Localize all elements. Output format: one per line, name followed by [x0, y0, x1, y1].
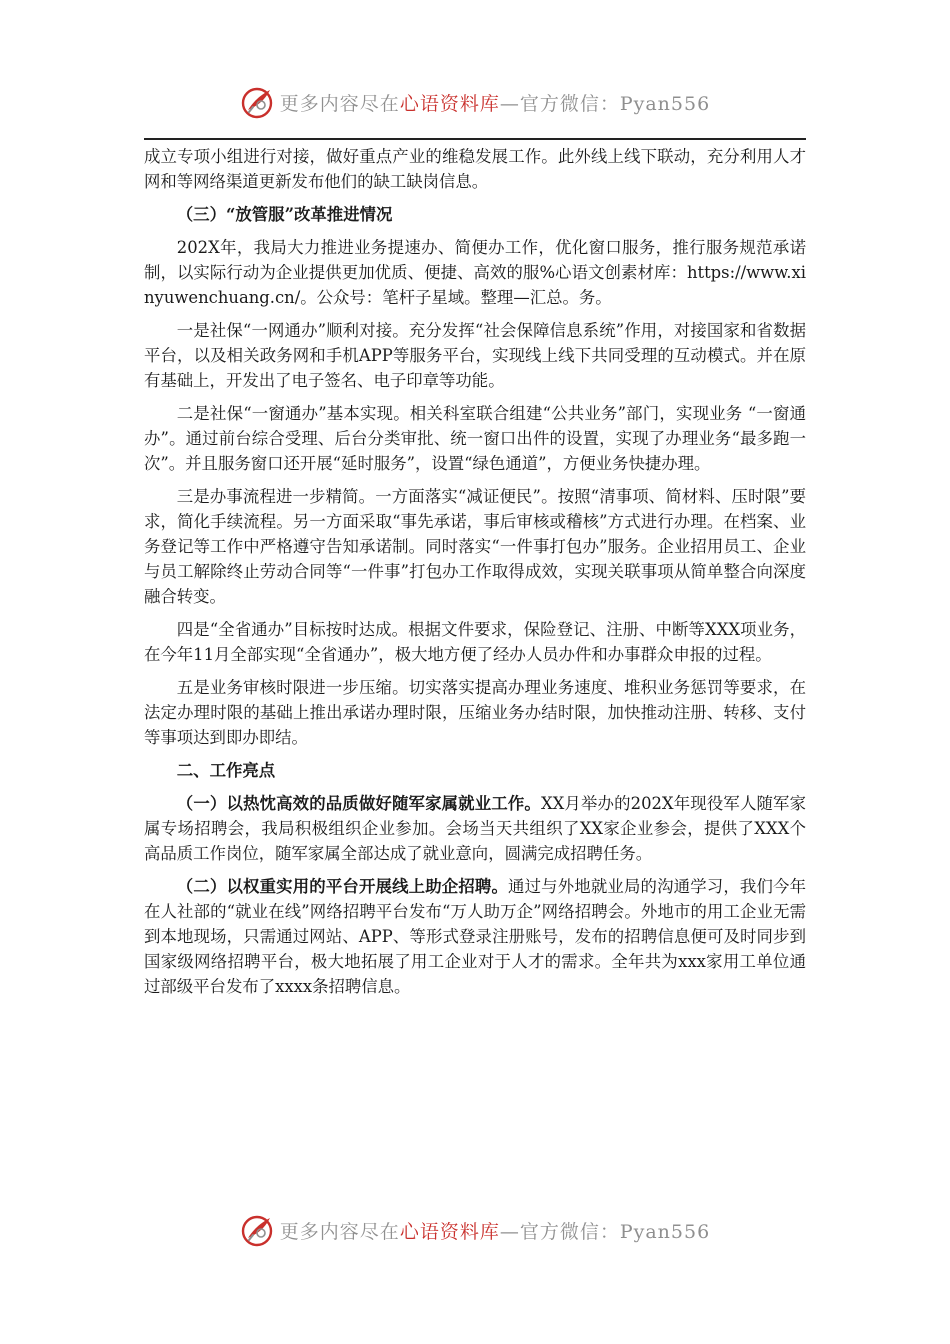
- section-heading-highlights: 二、工作亮点: [176, 761, 276, 780]
- paragraph-highlight-1: [144, 791, 806, 866]
- paragraph-intro: 202X年，我局大力推进业务提速办、简便办工作，优化窗口服务，推行服务规范承诺制，以实际行动为企业提供更加优质、便捷、高效的服%心语文创素材库：https://www.xinyuwenchuang.cn/。公众号：笔杆子星域。整理—汇总。务。: [144, 238, 806, 307]
- banner-text-prefix: 更多内容尽在: [279, 92, 400, 115]
- highlight-1-text: XX月举办的202X年现役军人随军家属专场招聘会，我局积极组织企业参加。会场当天共组织了XX家企业参会，提供了XXX个高品质工作岗位，随军家属全部达成了就业意向，圆满完成招聘任务。: [144, 794, 807, 863]
- quill-logo-icon: [240, 84, 276, 120]
- banner-text-suffix: —官方微信：Pyan556: [499, 1220, 711, 1243]
- paragraph-continuation: 成立专项小组进行对接，做好重点产业的维稳发展工作。此外线上线下联动，充分利用人才网和等网络渠道更新发布他们的缺工缺岗信息。: [144, 147, 806, 191]
- highlight-2-text: 通过与外地就业局的沟通学习，我们今年在人社部的“就业在线”网络招聘平台发布“万人助万企”网络招聘会。外地市的用工企业无需到本地现场，只需通过网站、APP、等形式登录注册账号，发布的招聘信息便可及时同步到国家级网络招聘平台，极大地拓展了用工企业对于人才的需求。全年共为xxx家用工单位通过部级平台发布了xxxx条招聘信息。: [144, 877, 806, 996]
- paragraph-item-2: 二是社保“一窗通办”基本实现。相关科室联合组建“公共业务”部门，实现业务 “一窗通办”。通过前台综合受理、后台分类审批、统一窗口出件的设置，实现了办理业务“最多跑一次”。并且服务窗口还开展“延时服务”，设置“绿色通道”，方便业务快捷办理。: [144, 404, 806, 473]
- paragraph-item-4: 四是“全省通办”目标按时达成。根据文件要求，保险登记、注册、中断等XXX项业务，在今年11月全部实现“全省通办”，极大地方便了经办人员办件和办事群众申报的过程。: [144, 620, 806, 664]
- highlight-1-title: （一）以热忱高效的品质做好随军家属就业工作。: [176, 794, 541, 813]
- banner-text: [280, 1217, 710, 1244]
- section-heading-fangguanfu: （三）“放管服”改革推进情况: [176, 205, 393, 224]
- header-divider: [144, 138, 806, 140]
- banner-text-suffix: —官方微信：Pyan556: [499, 92, 711, 115]
- banner-text-accent: 心语资料库: [399, 1220, 500, 1243]
- banner-text: [280, 89, 710, 116]
- banner-text-accent: 心语资料库: [399, 92, 500, 115]
- footer-banner: [0, 1210, 950, 1250]
- paragraph-item-1: 一是社保“一网通办”顺利对接。充分发挥“社会保障信息系统”作用，对接国家和省数据平台，以及相关政务网和手机APP等服务平台，实现线上线下共同受理的互动模式。并在原有基础上，开发出了电子签名、电子印章等功能。: [144, 321, 806, 390]
- banner-text-prefix: 更多内容尽在: [279, 1220, 400, 1243]
- paragraph-highlight-2: [144, 874, 806, 999]
- highlight-2-title: （二）以权重实用的平台开展线上助企招聘。: [176, 877, 509, 896]
- header-banner: [0, 82, 950, 122]
- paragraph-item-5: 五是业务审核时限进一步压缩。切实落实提高办理业务速度、堆积业务惩罚等要求，在法定办理时限的基础上推出承诺办理时限，压缩业务办结时限，加快推动注册、转移、支付等事项达到即办即结。: [144, 678, 806, 747]
- quill-logo-icon: [240, 1212, 276, 1248]
- document-body: [144, 144, 806, 1007]
- paragraph-item-3: 三是办事流程进一步精简。一方面落实“减证便民”。按照“清事项、简材料、压时限”要求，简化手续流程。另一方面采取“事先承诺，事后审核或稽核”方式进行办理。在档案、业务登记等工作中严格遵守告知承诺制。同时落实“一件事打包办”服务。企业招用员工、企业与员工解除终止劳动合同等“一件事”打包办工作取得成效，实现关联事项从简单整合向深度融合转变。: [144, 487, 806, 606]
